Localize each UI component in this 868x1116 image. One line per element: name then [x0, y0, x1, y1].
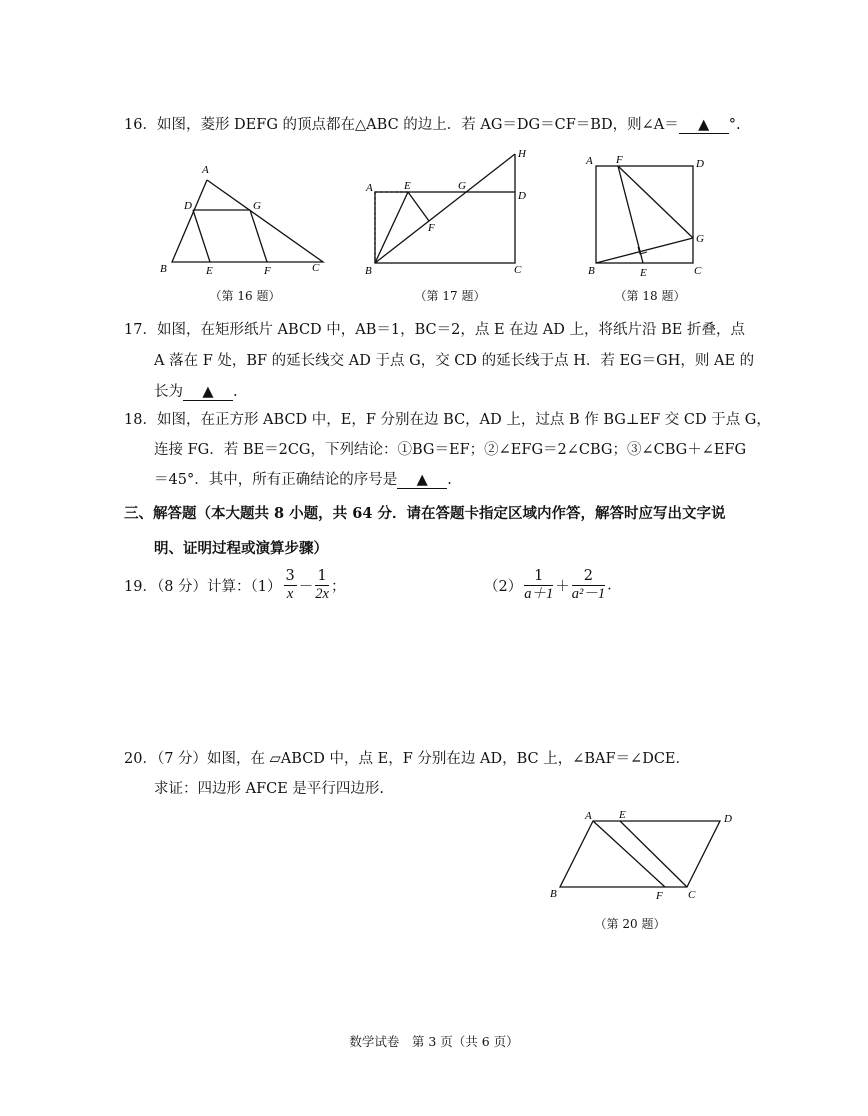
f18-label-d: D — [696, 158, 704, 170]
q18-line1: 18．如图，在正方形 ABCD 中，E，F 分别在边 BC，AD 上，过点 B 作 BG⊥EF 交 CD 于点 G， — [124, 412, 771, 428]
f16-label-e: E — [206, 265, 213, 277]
f16-label-f: F — [264, 265, 271, 277]
figure-16 — [155, 160, 335, 280]
section3-heading-cont: 明、证明过程或演算步骤） — [154, 540, 328, 557]
q19-part1 — [124, 568, 345, 603]
q19-fraction-2 — [315, 568, 329, 603]
f17-label-c: C — [514, 264, 522, 276]
q19-fraction-4 — [572, 568, 605, 603]
q19-label: 19．（8 分）计算：（1） — [124, 579, 282, 595]
q17-line2: A 落在 F 处，BF 的延长线交 AD 于点 G，交 CD 的延长线于点 H．若 EG＝GH，则 AE 的 — [154, 353, 755, 369]
q17-tail: . — [233, 384, 238, 400]
q18-answer-blank: ▲ — [397, 472, 447, 489]
q19-end: . — [607, 577, 612, 594]
q16-stem: 16．如图，菱形 DEFG 的顶点都在△ABC 的边上．若 AG＝DG＝CF＝BD，则∠A＝ — [124, 117, 679, 133]
q19-f2-denominator: 2x — [315, 586, 329, 602]
q19-label2: （2） — [484, 579, 523, 595]
f18-label-b: B — [588, 265, 595, 277]
q19-separator: ； — [330, 579, 346, 595]
q20-line1: 20．（7 分）如图，在 ▱ABCD 中，点 E，F 分别在边 AD，BC 上，∠BAF＝∠DCE． — [124, 751, 691, 767]
figure-20 — [540, 805, 750, 905]
q17-line3 — [154, 380, 238, 401]
q20-line2: 求证：四边形 AFCE 是平行四边形. — [154, 781, 385, 797]
figure-17 — [360, 145, 540, 285]
q17-stem-end: 长为 — [154, 384, 183, 400]
page-footer: 数学试卷 第 3 页（共 6 页） — [349, 1034, 519, 1049]
q16-text — [124, 113, 741, 134]
f20-label-a: A — [585, 810, 592, 822]
f20-label-e: E — [619, 809, 626, 821]
q19-minus: － — [298, 579, 314, 595]
f18-label-g: G — [696, 233, 704, 245]
q19-f1-numerator: 3 — [285, 568, 295, 584]
q19-plus: ＋ — [555, 579, 570, 595]
q17-line1: 17．如图，在矩形纸片 ABCD 中，AB＝1，BC＝2，点 E 在边 AD 上，将纸片沿 BE 折叠，点 — [124, 322, 745, 338]
q19-f1-denominator: x — [286, 586, 294, 602]
f20-label-c: C — [688, 889, 696, 901]
q18-line3 — [154, 468, 452, 489]
caption-20: （第 20 题） — [594, 917, 666, 931]
f18-label-e: E — [640, 267, 647, 279]
f17-label-f: F — [428, 222, 435, 234]
caption-18: （第 18 题） — [614, 289, 686, 303]
f16-label-g: G — [253, 200, 261, 212]
f17-label-h: H — [518, 148, 526, 160]
f18-label-c: C — [694, 265, 702, 277]
f18-label-a: A — [586, 155, 593, 167]
f20-label-f: F — [656, 890, 663, 902]
f17-label-e: E — [404, 180, 411, 192]
q16-answer-blank: ▲ — [679, 117, 729, 134]
f16-label-b: B — [160, 263, 167, 275]
f20-label-d: D — [724, 813, 732, 825]
q16-tail: °. — [728, 117, 741, 133]
q19-f3-denominator: a＋1 — [524, 586, 554, 602]
f17-label-g: G — [458, 180, 466, 192]
q19-fraction-3 — [524, 568, 553, 603]
q18-stem-end: ＝45°．其中，所有正确结论的序号是 — [154, 472, 398, 488]
caption-16: （第 16 题） — [209, 289, 281, 303]
f17-label-d: D — [518, 190, 526, 202]
q19-f2-numerator: 1 — [315, 568, 329, 586]
f17-label-a: A — [366, 182, 373, 194]
q18-tail: . — [447, 472, 452, 488]
q19-f3-numerator: 1 — [524, 568, 553, 586]
f16-label-d: D — [184, 200, 192, 212]
q19-f4-denominator: a²－1 — [571, 586, 606, 602]
f16-label-c: C — [312, 262, 320, 274]
caption-17: （第 17 题） — [414, 289, 486, 303]
q19-f4-numerator: 2 — [572, 568, 605, 586]
q19-part2 — [484, 568, 612, 603]
f18-label-f: F — [616, 154, 623, 166]
q17-answer-blank: ▲ — [183, 384, 233, 401]
q19-fraction-1 — [284, 568, 297, 603]
q18-line2: 连接 FG．若 BE＝2CG，下列结论：①BG＝EF；②∠EFG＝2∠CBG；③∠CBG＋∠EFG — [154, 442, 747, 458]
f20-label-b: B — [550, 888, 557, 900]
section3-heading: 三、解答题（本大题共 8 小题，共 64 分．请在答题卡指定区域内作答，解答时应写出文字说 — [124, 505, 726, 522]
f17-label-b: B — [365, 265, 372, 277]
f16-label-a: A — [202, 164, 209, 176]
figure-18 — [580, 150, 710, 280]
